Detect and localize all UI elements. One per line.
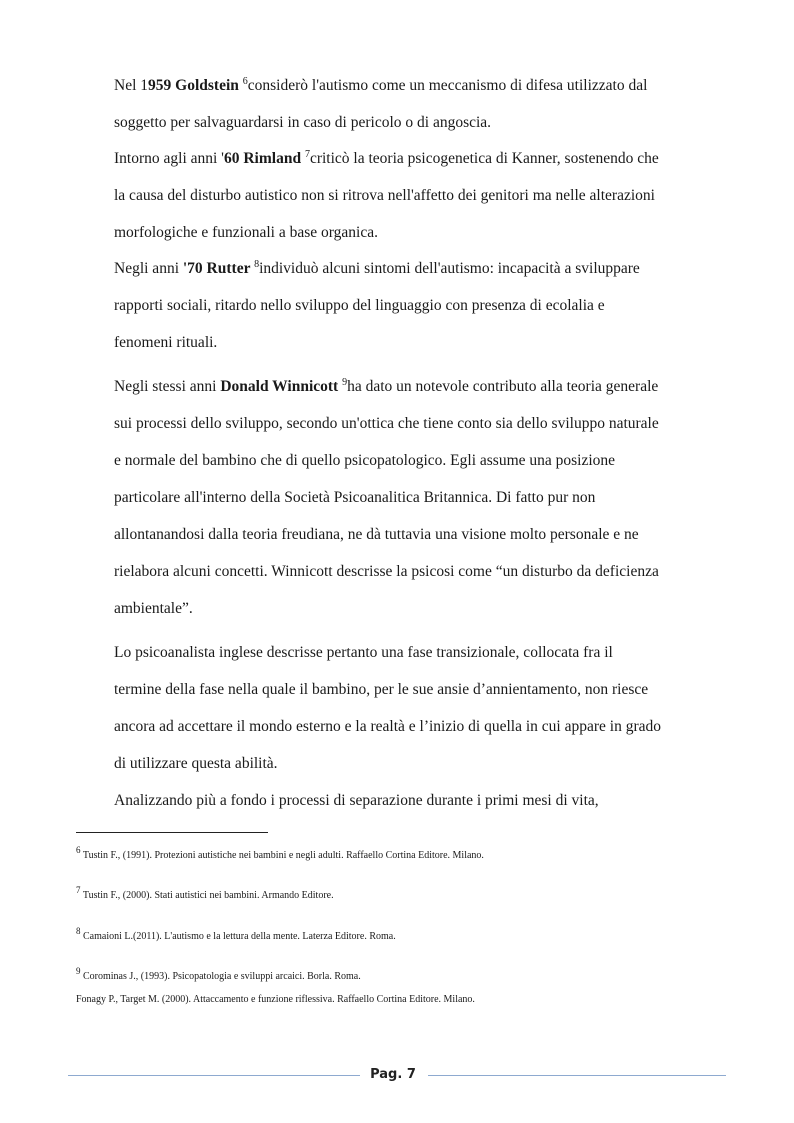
footnote-extra: Fonagy P., Target M. (2000). Attaccamento e funzione riflessiva. Raffaello Cortina Editore. Milano.: [76, 994, 475, 1005]
footnote-number: 8: [76, 926, 81, 936]
text-run: Negli stessi anni: [114, 378, 221, 395]
paragraph-line: particolare all'interno della Società Psicoanalitica Britannica. Di fatto pur non: [114, 489, 596, 506]
text-run: considerò l'autismo come un meccanismo di difesa utilizzato dal: [247, 77, 648, 94]
paragraph-line: Analizzando più a fondo i processi di separazione durante i primi mesi di vita,: [114, 792, 599, 809]
paragraph-line: rapporti sociali, ritardo nello sviluppo del linguaggio con presenza di ecolalia e: [114, 297, 605, 314]
footnote-9: [76, 966, 361, 984]
paragraph-line: [114, 377, 658, 397]
footnote-text: Tustin F., (2000). Stati autistici nei bambini. Armando Editore.: [82, 890, 334, 901]
footnote-separator: [76, 832, 268, 833]
author-name-goldstein: 959 Goldstein: [148, 77, 243, 94]
footnote-6: [76, 845, 484, 863]
paragraph-line: e normale del bambino che di quello psicopatologico. Egli assume una posizione: [114, 452, 616, 469]
author-name-rimland: 60 Rimland: [223, 150, 305, 167]
footnote-number: 9: [76, 966, 81, 976]
footnote-text: Tustin F., (1991). Protezioni autistiche nei bambini e negli adulti. Raffaello Cortina Editore. Milano.: [82, 850, 484, 861]
paragraph-line: allontanandosi dalla teoria freudiana, ne dà tuttavia una visione molto personale e ne: [114, 526, 639, 543]
paragraph-line: termine della fase nella quale il bambino, per le sue ansie d’annientamento, non riesce: [114, 681, 649, 698]
text-run: Nel 1: [114, 77, 149, 94]
author-name-rutter: '70 Rutter: [182, 260, 255, 277]
paragraph-line: [114, 76, 647, 96]
footnote-text: Corominas J., (1993). Psicopatologia e sviluppi arcaici. Borla. Roma.: [83, 971, 361, 982]
paragraph-line: [114, 259, 640, 279]
paragraph-line: rielabora alcuni concetti. Winnicott descrisse la psicosi come “un disturbo da deficienza: [114, 563, 659, 580]
footnote-text: Camaioni L.(2011). L'autismo e la lettura della mente. Laterza Editore. Roma.: [83, 931, 396, 942]
paragraph-line: la causa del disturbo autistico non si ritrova nell'affetto dei genitori ma nelle alterazioni: [114, 187, 655, 204]
footnote-ref-7: 7: [304, 149, 310, 160]
paragraph-line: morfologiche e funzionali a base organica.: [114, 224, 378, 241]
page-number: Pag. 7: [370, 1067, 416, 1082]
footnote-ref-6: 6: [242, 76, 248, 87]
text-run: ha dato un notevole contributo alla teoria generale: [347, 378, 659, 395]
footnote-number: 6: [76, 845, 81, 855]
paragraph-line: di utilizzare questa abilità.: [114, 755, 278, 772]
footnote-ref-9: 9: [342, 377, 348, 388]
paragraph-line: fenomeni rituali.: [114, 334, 218, 351]
text-run: Negli anni: [114, 260, 183, 277]
paragraph-line: sui processi dello sviluppo, secondo un'ottica che tiene conto sia dello sviluppo naturale: [114, 415, 659, 432]
footnote-7: [76, 885, 334, 903]
footnote-ref-8: 8: [254, 259, 260, 270]
paragraph-line: [114, 149, 659, 169]
footer-rule-left: [68, 1075, 360, 1076]
paragraph-line: soggetto per salvaguardarsi in caso di pericolo o di angoscia.: [114, 114, 492, 131]
text-run: criticò la teoria psicogenetica di Kanner, sostenendo che: [309, 150, 659, 167]
paragraph-line: ancora ad accettare il mondo esterno e la realtà e l’inizio di quella in cui appare in grado: [114, 718, 661, 735]
footnote-number: 7: [76, 885, 81, 895]
footnote-8: [76, 926, 396, 944]
text-run: individuò alcuni sintomi dell'autismo: incapacità a sviluppare: [259, 260, 640, 277]
paragraph-line: Lo psicoanalista inglese descrisse pertanto una fase transizionale, collocata fra il: [114, 644, 613, 661]
text-run: Intorno agli anni ': [114, 150, 224, 167]
author-name-winnicott: Donald Winnicott: [220, 378, 343, 395]
footer-rule-right: [428, 1075, 726, 1076]
paragraph-line: ambientale”.: [114, 600, 193, 617]
